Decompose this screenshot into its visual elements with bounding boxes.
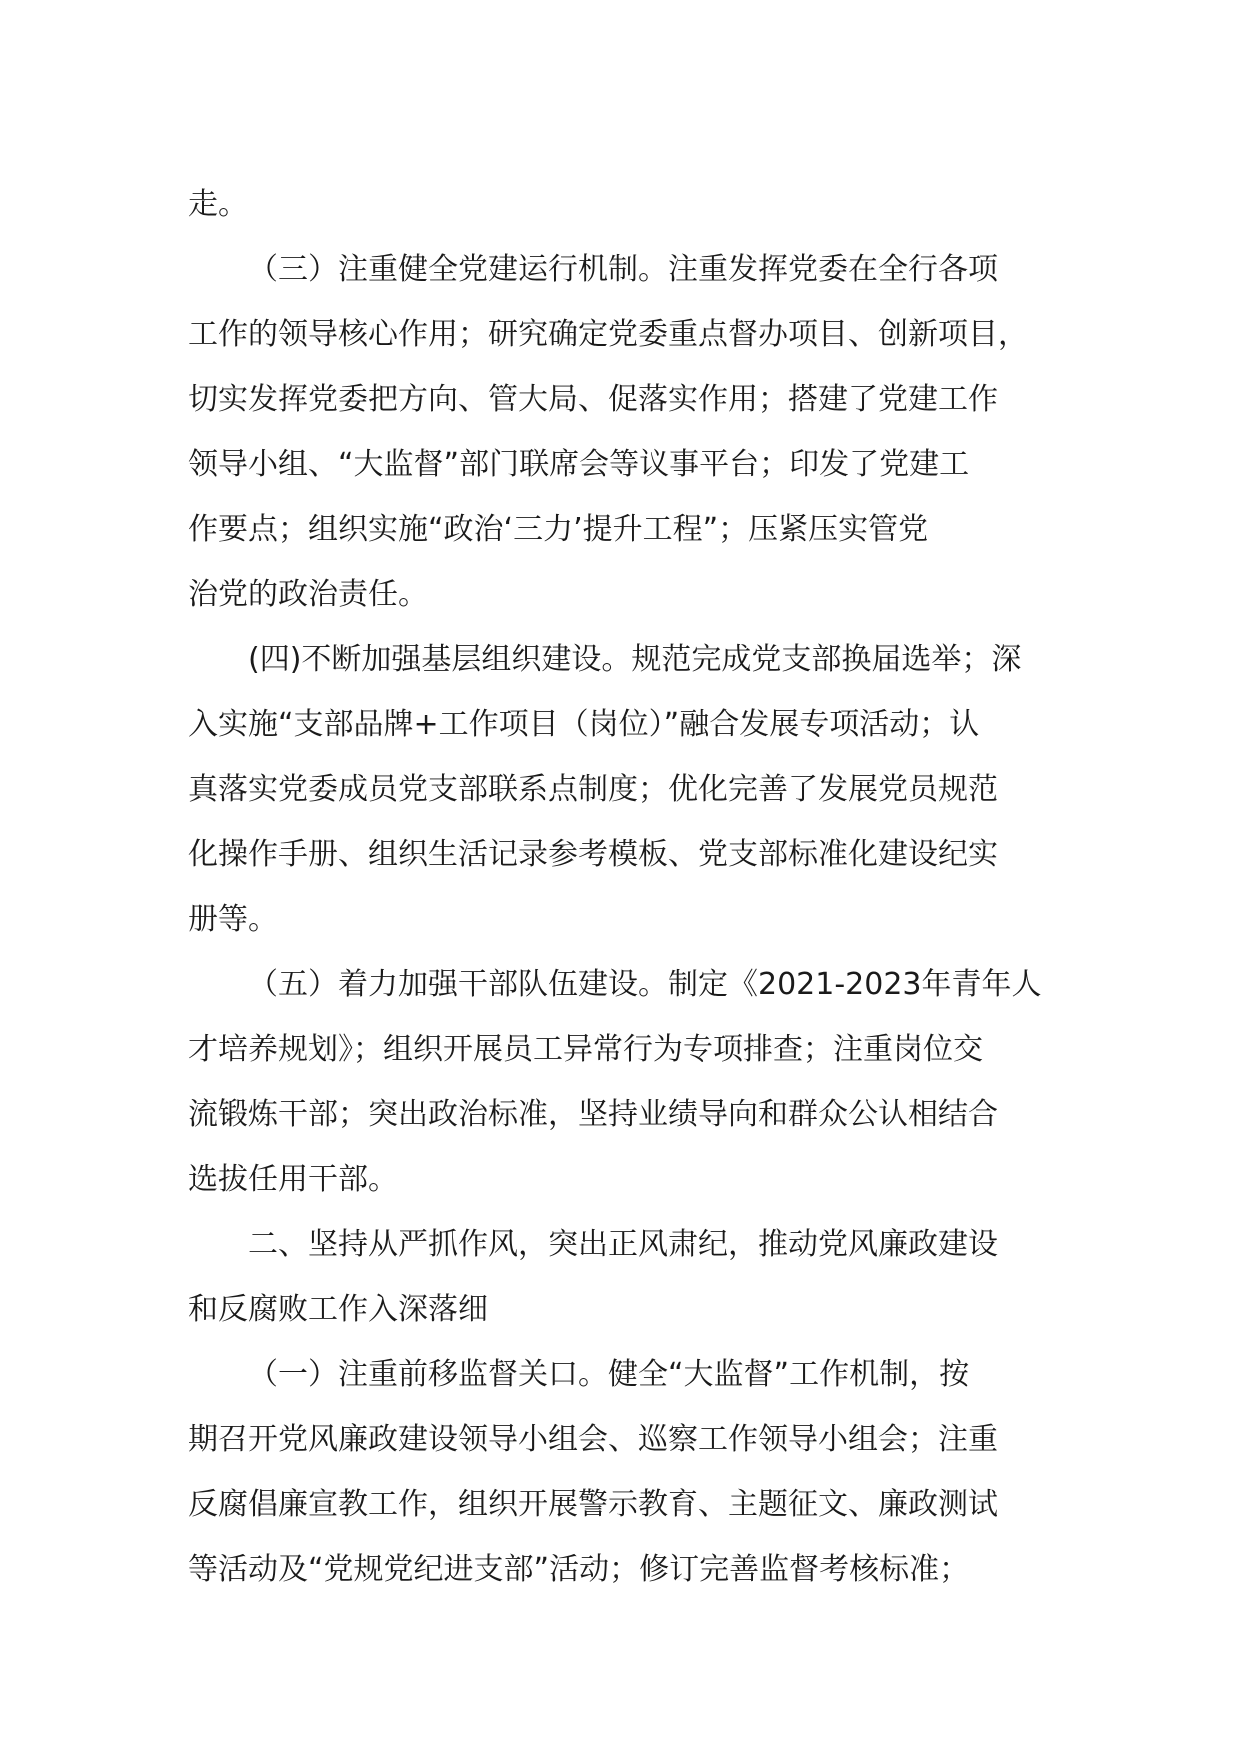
text-line: 切实发挥党委把方向、管大局、促落实作用；搭建了党建工作: [188, 382, 998, 417]
text-line: 化操作手册、组织生活记录参考模板、党支部标准化建设纪实: [188, 837, 998, 872]
text-line: (四)不断加强基层组织建设。规范完成党支部换届选举；深: [248, 642, 1022, 677]
text-line: 册等。: [188, 902, 278, 937]
text-line: 等活动及“党规党纪进支部”活动；修订完善监督考核标准；: [188, 1552, 970, 1587]
text-line: 工作的领导核心作用；研究确定党委重点督办项目、创新项目，: [188, 317, 1028, 352]
text-line: （三）注重健全党建运行机制。注重发挥党委在全行各项: [248, 252, 998, 287]
text-line: 领导小组、“大监督”部门联席会等议事平台；印发了党建工: [188, 447, 970, 482]
document-body: [188, 172, 1093, 1602]
text-line: 反腐倡廉宣教工作，组织开展警示教育、主题征文、廉政测试: [188, 1487, 998, 1522]
text-line: 治党的政治责任。: [188, 577, 428, 612]
text-line: 走。: [188, 187, 248, 222]
text-line: （一）注重前移监督关口。健全“大监督”工作机制，按: [248, 1357, 970, 1392]
section-heading: 和反腐败工作入深落细: [188, 1292, 488, 1327]
section-heading: 二、坚持从严抓作风，突出正风肃纪，推动党风廉政建设: [248, 1227, 998, 1262]
text-line: 期召开党风廉政建设领导小组会、巡察工作领导小组会；注重: [188, 1422, 998, 1457]
text-line: 真落实党委成员党支部联系点制度；优化完善了发展党员规范: [188, 772, 998, 807]
text-line: 流锻炼干部；突出政治标准，坚持业绩导向和群众公认相结合: [188, 1097, 998, 1132]
text-line: 才培养规划》；组织开展员工异常行为专项排查；注重岗位交: [188, 1032, 983, 1067]
text-line: 作要点；组织实施“政治‘三力’提升工程”；压紧压实管党: [188, 512, 929, 547]
text-line: （五）着力加强干部队伍建设。制定《2021-2023年青年人: [248, 967, 1042, 1002]
text-line: 入实施“支部品牌+工作项目（岗位）”融合发展专项活动；认: [188, 707, 980, 742]
text-line: 选拔任用干部。: [188, 1162, 398, 1197]
